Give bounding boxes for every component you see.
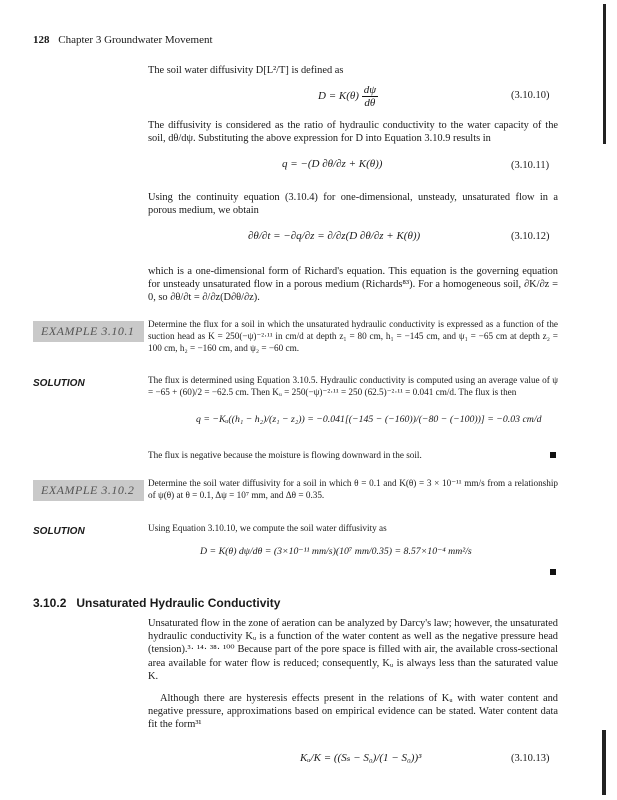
para-diffusivity: The diffusivity is considered as the ratio of hydraulic conductivity to the water capacity of the soil, dθ/dψ. Substituting the above expression for D into Equation 3.10.9 results in xyxy=(148,120,558,145)
eq-3-10-11-number: (3.10.11) xyxy=(511,160,550,171)
eq-3-10-10-fraction xyxy=(362,84,378,109)
section-para-1: Unsaturated flow in the zone of aeration can be analyzed by Darcy's law; however, the unsaturated hydraulic conductivity Kᵤ is a function of the water content as well as the negative pressure head (tension).³· ¹⁴· ³⁸· ¹⁰⁰ Because part of the pore space is filled with air, the available cross-sectional area available for water flow is reduced; consequently, Kᵤ is always less than the saturated value K. xyxy=(148,618,558,682)
solution-1-label: SOLUTION xyxy=(33,378,85,389)
end-of-solution-1-mark xyxy=(550,452,556,458)
solution-1-text: The flux is determined using Equation 3.10.5. Hydraulic conductivity is computed using an average value of ψ = −65 + (60)/2 = −62.5 cm. Then Kᵤ = 250(−ψ)⁻²·¹¹ = 250 (62.5)⁻²·¹¹ = 0.041 cm/d. The flux is then xyxy=(148,375,558,397)
example-3-10-1-text: Determine the flux for a soil in which the unsaturated hydraulic conductivity is expressed as a function of the suction head as K = 250(−ψ)⁻²·¹¹ in cm/d at depth z₁ = 80 cm, h₁ = −145 cm, and ψ₁ = −65 cm at depth z₂ = 100 cm, h₂ = −160 cm, and ψ₂ = −60 cm. xyxy=(148,319,558,353)
example-3-10-2-label: EXAMPLE 3.10.2 xyxy=(33,480,144,501)
example-3-10-1-label: EXAMPLE 3.10.1 xyxy=(33,321,144,342)
equation-3-10-13: Kᵤ/K = ((Sₛ − S₀)/(1 − S₀))³ xyxy=(300,752,422,764)
eq-3-10-10-lhs: D = K(θ) xyxy=(318,90,359,103)
chapter-title: Chapter 3 Groundwater Movement xyxy=(58,34,213,46)
section-heading xyxy=(33,596,280,610)
page-number: 128 xyxy=(33,34,50,46)
binding-edge-mark-bottom xyxy=(602,730,606,795)
eq-3-10-10-number: (3.10.10) xyxy=(511,90,550,101)
solution-2-equation: D = K(θ) dψ/dθ = (3×10⁻¹¹ mm/s)(10⁷ mm/0.35) = 8.57×10⁻⁴ mm²/s xyxy=(200,546,472,557)
solution-2-label: SOLUTION xyxy=(33,526,85,537)
eq-3-10-13-number: (3.10.13) xyxy=(511,753,550,764)
eq-3-10-10-numerator: dψ xyxy=(363,84,377,96)
solution-1-equation: q = −Kᵤ((h₁ − h₂)/(z₁ − z₂)) = −0.041[(−145 − (−160))/(−80 − (−100))] = −0.03 cm/d xyxy=(196,414,542,425)
intro-line: The soil water diffusivity D[L²/T] is defined as xyxy=(148,65,344,76)
section-title: Unsaturated Hydraulic Conductivity xyxy=(76,596,281,610)
end-of-solution-2-mark xyxy=(550,569,556,575)
equation-3-10-11: q = −(D ∂θ/∂z + K(θ)) xyxy=(282,158,383,170)
para-richards: which is a one-dimensional form of Richard's equation. This equation is the governing equation for unsteady unsaturated flow in a porous medium (Richards⁸³). For a homogeneous soil, ∂K/∂z = 0, so ∂θ/∂t = ∂/∂z(D∂θ/∂z). xyxy=(148,266,558,304)
example-3-10-2-text: Determine the soil water diffusivity for a soil in which θ = 0.1 and K(θ) = 3 × 10⁻¹¹ mm/s from a relationship of ψ(θ) at θ = 0.1, Δψ = 10⁷ mm, and Δθ = 0.35. xyxy=(148,478,558,500)
eq-3-10-10-denominator: dθ xyxy=(364,97,376,109)
page-header xyxy=(33,34,213,46)
section-para-2: Although there are hysteresis effects present in the relations of Kᵤ with water content and negative pressure, approximations based on empirical evidence can be stated. Water content data fit the form³¹ xyxy=(148,693,558,731)
solution-2-text: Using Equation 3.10.10, we compute the soil water diffusivity as xyxy=(148,523,387,533)
para-continuity: Using the continuity equation (3.10.4) for one-dimensional, unsteady, unsaturated flow in a porous medium, we obtain xyxy=(148,192,558,217)
section-number: 3.10.2 xyxy=(33,596,67,610)
solution-1-note: The flux is negative because the moisture is flowing downward in the soil. xyxy=(148,450,422,460)
binding-edge-mark xyxy=(603,4,606,144)
eq-3-10-12-number: (3.10.12) xyxy=(511,231,550,242)
equation-3-10-10 xyxy=(318,84,378,109)
equation-3-10-12: ∂θ/∂t = −∂q/∂z = ∂/∂z(D ∂θ/∂z + K(θ)) xyxy=(248,230,421,242)
